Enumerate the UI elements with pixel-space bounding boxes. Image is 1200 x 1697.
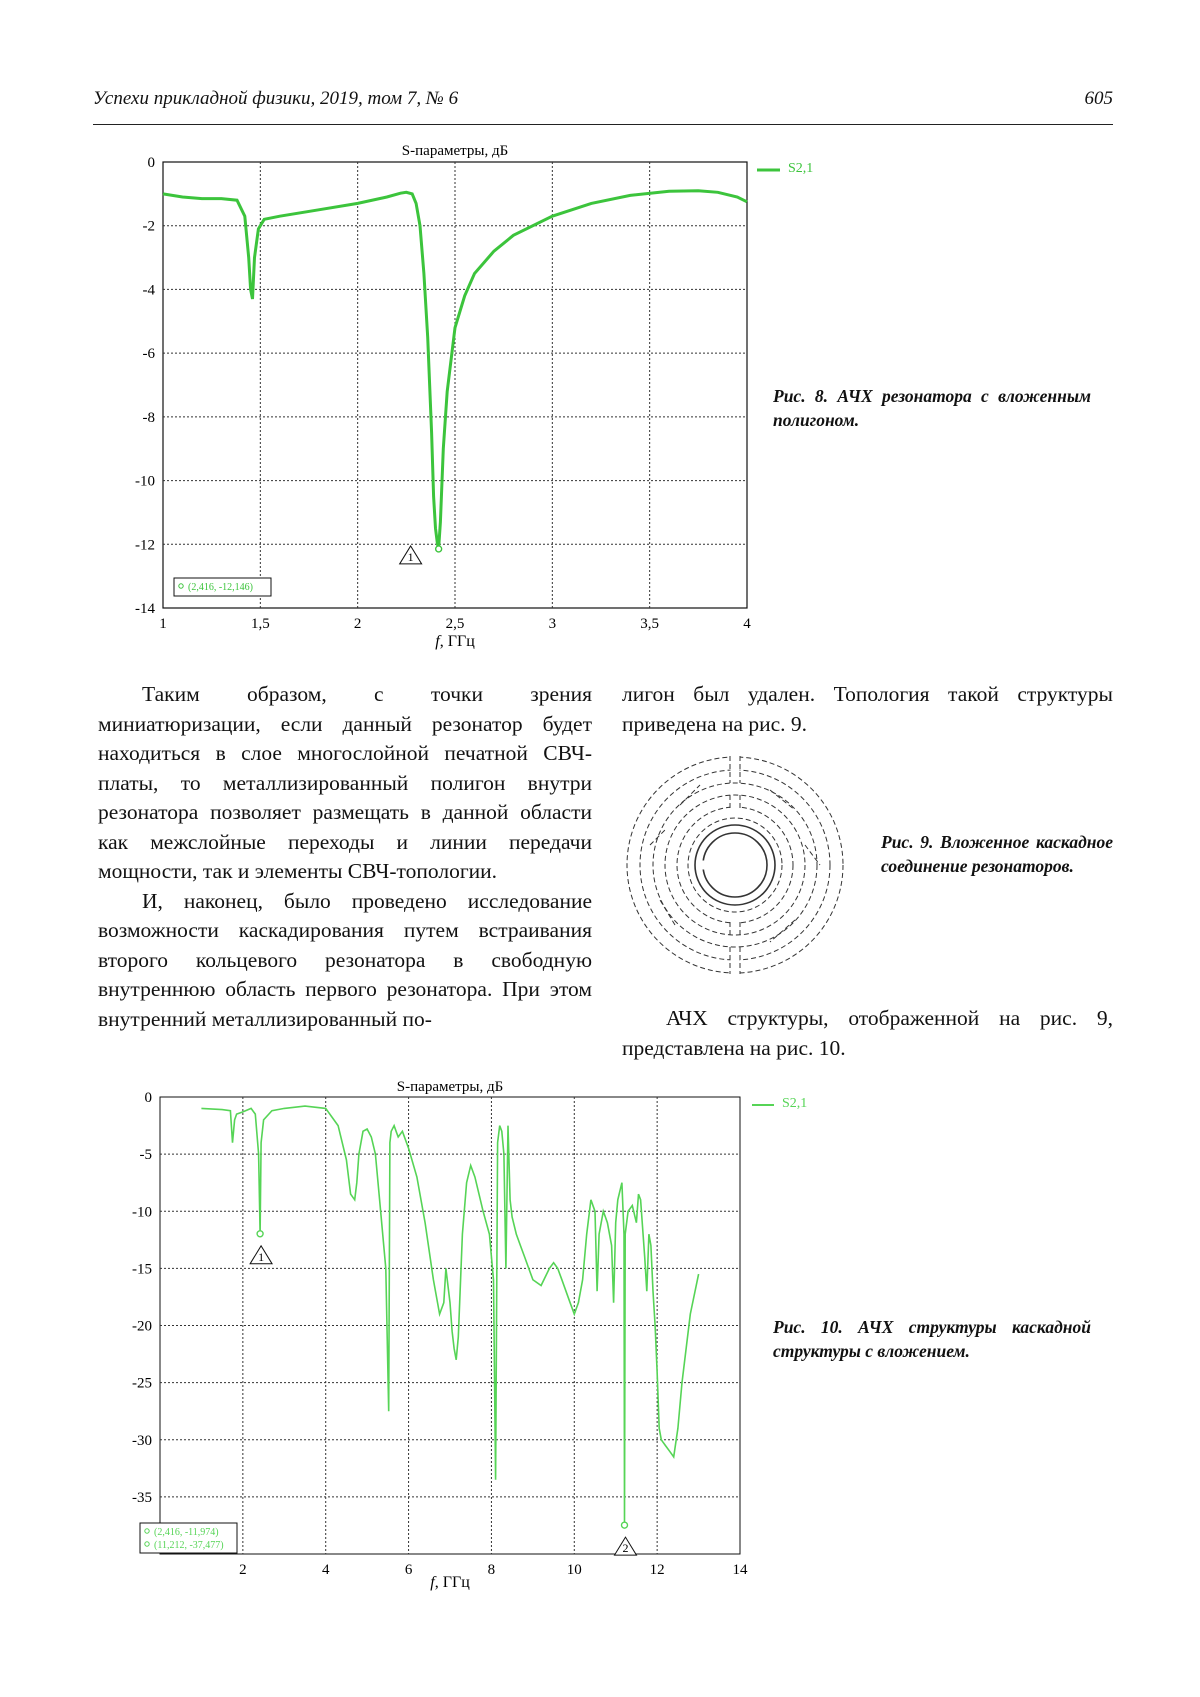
- y-tick-label: -10: [135, 473, 155, 490]
- y-tick-label: -10: [132, 1204, 152, 1221]
- paragraph: АЧХ структуры, отображенной на рис. 9, представлена на рис. 10.: [622, 1006, 1113, 1060]
- marker-readout-text: (2,416, -11,974): [154, 1527, 219, 1538]
- x-tick-label: 2: [353, 616, 362, 632]
- paragraph: лигон был удален. Топология такой структуры приведена на рис. 9.: [622, 682, 1113, 736]
- figure-9-resonator-topology: [620, 750, 850, 980]
- figure-8-caption: Рис. 8. АЧХ резонатора с вложенным полигоном.: [773, 386, 1091, 430]
- y-tick-label: -2: [142, 218, 155, 235]
- marker-label: 2: [622, 1541, 629, 1556]
- marker-readout-box: [174, 578, 271, 596]
- figure-8-chart: [0, 130, 780, 660]
- x-axis-label: f, ГГц: [435, 633, 475, 650]
- x-tick-label: 8: [487, 1562, 496, 1578]
- y-tick-label: -4: [142, 282, 155, 299]
- x-tick-label: 3,5: [640, 616, 660, 632]
- y-tick-label: -5: [139, 1147, 152, 1164]
- header-rule: [93, 124, 1113, 125]
- y-tick-label: 0: [144, 1090, 152, 1106]
- x-tick-label: 14: [732, 1562, 748, 1578]
- page-number: 605: [1084, 88, 1113, 109]
- x-axis-label: f, ГГц: [430, 1574, 470, 1591]
- x-tick-label: 4: [743, 616, 751, 632]
- x-tick-label: 4: [321, 1562, 330, 1578]
- y-tick-label: -12: [135, 537, 155, 554]
- running-header: [93, 88, 1113, 110]
- y-tick-label: -25: [132, 1375, 152, 1392]
- x-tick-label: 1: [159, 616, 167, 632]
- text-column-left: [98, 680, 592, 1034]
- y-tick-label: -35: [132, 1489, 152, 1506]
- legend-label-s21: S2,1: [788, 161, 814, 176]
- x-tick-label: 10: [566, 1562, 582, 1578]
- marker-point: [621, 1522, 627, 1528]
- figure-10-chart: [0, 1065, 800, 1605]
- x-tick-label: 12: [649, 1562, 665, 1578]
- y-tick-label: -6: [142, 346, 155, 363]
- marker-point: [257, 1231, 263, 1237]
- x-tick-label: 6: [404, 1562, 413, 1578]
- paragraph: Таким образом, с точки зрения миниатюризации, если данный резонатор будет находиться в слое многослойной печатной СВЧ-платы, то металлизированный полигон внутри резонатора позволяет размещать в данной области как межслойные переходы и линии передачи мощности, так и элементы СВЧ-топологии.: [98, 682, 592, 883]
- marker-point: [436, 546, 442, 552]
- plot-area: [163, 162, 747, 608]
- y-tick-label: -15: [132, 1261, 152, 1278]
- chart-title: S-параметры, дБ: [401, 143, 509, 159]
- chart-title: S-параметры, дБ: [396, 1079, 504, 1095]
- text-column-right: [622, 680, 1113, 739]
- marker-readout-text: (2,416, -12,146): [188, 582, 253, 593]
- y-tick-label: -8: [142, 409, 155, 426]
- journal-title: Успехи прикладной физики, 2019, том 7, № 6: [93, 88, 459, 109]
- y-tick-label: -20: [132, 1318, 152, 1335]
- paragraph: И, наконец, было проведено исследование возможности каскадирования путем встраивания второго кольцевого резонатора в свободную внутреннюю область первого резонатора. При этом внутренний металлизированный по-: [98, 888, 592, 1031]
- marker-label: 1: [407, 549, 414, 564]
- figure-10-caption: Рис. 10. АЧХ структуры каскадной структуры с вложением.: [773, 1317, 1091, 1361]
- figure-9-caption: Рис. 9. Вложенное каскадное соединение резонаторов.: [881, 832, 1113, 876]
- y-tick-label: -14: [135, 601, 155, 617]
- marker-readout-text: (11,212, -37,477): [154, 1540, 224, 1551]
- x-tick-label: 2: [239, 1562, 247, 1578]
- text-column-right-lower: [622, 1004, 1113, 1063]
- y-tick-label: 0: [147, 155, 155, 171]
- marker-readout-box: [140, 1523, 237, 1553]
- legend-label-s21: S2,1: [782, 1096, 808, 1111]
- y-tick-label: -30: [132, 1432, 152, 1449]
- x-tick-label: 1,5: [250, 616, 270, 632]
- marker-label: 1: [258, 1249, 265, 1264]
- x-tick-label: 2,5: [445, 616, 465, 632]
- x-tick-label: 3: [548, 616, 557, 632]
